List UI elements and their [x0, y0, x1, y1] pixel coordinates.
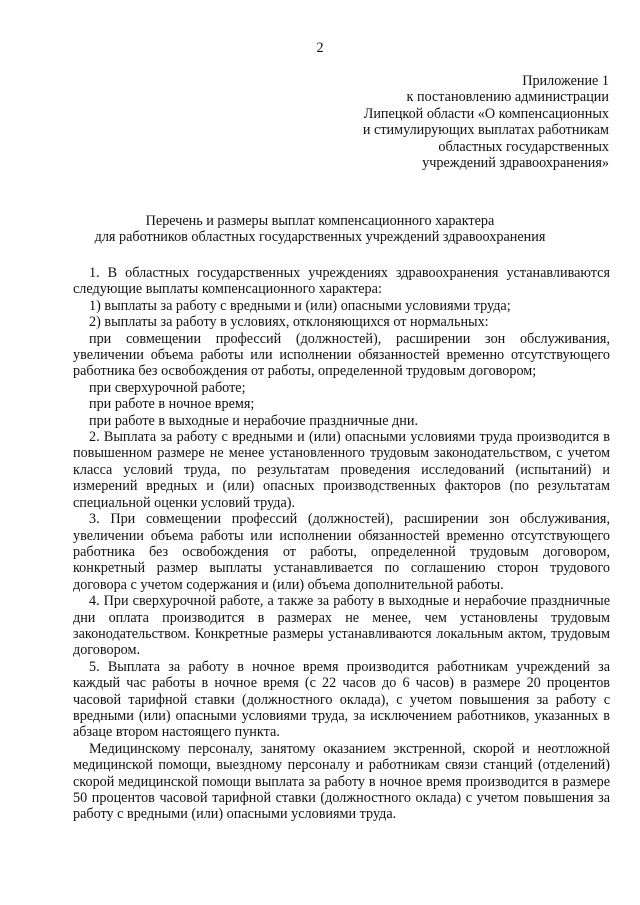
appendix-header: [300, 73, 609, 171]
paragraph: 3. При совмещении профессий (должностей), расширении зон обслуживания, увеличении объема работы или исполнении обязанностей временно отсутствующего работника без освобождения от работы, определенной трудовым договором, конкретный размер выплаты устанавливается по соглашению сторон трудового договора с учетом содержания и (или) объема дополнительной работы.: [73, 511, 610, 593]
appendix-line: Липецкой области «О компенсационных: [363, 105, 609, 122]
appendix-line: областных государственных: [438, 138, 609, 155]
paragraph: при работе в выходные и нерабочие праздничные дни.: [89, 412, 419, 429]
title-line: для работников областных государственных учреждений здравоохранения: [94, 229, 546, 246]
paragraph: 1) выплаты за работу с вредными и (или) опасными условиями труда;: [89, 297, 511, 314]
paragraph: при сверхурочной работе;: [89, 379, 246, 396]
document-title: [0, 213, 640, 246]
paragraph: Медицинскому персоналу, занятому оказанием экстренной, скорой и неотложной медицинской помощи, выездному персоналу и работникам связи станций (отделений) скорой медицинской помощи выплата за работу в ночное время производится в размере 50 процентов часовой тарифной ставки (должностного оклада) с учетом повышения за работу с вредными (или) опасными условиями труда.: [73, 740, 610, 823]
paragraph: 1. В областных государственных учреждениях здравоохранения устанавливаются следующие выплаты компенсационного характера:: [73, 265, 610, 298]
appendix-line: к постановлению администрации: [406, 89, 609, 106]
document-body: [73, 265, 610, 823]
paragraph: 4. При сверхурочной работе, а также за работу в выходные и нерабочие праздничные дни оплата производится в размерах не менее, чем установлены трудовым законодательством. Конкретные размеры устанавливаются локальным актом, трудовым договором.: [73, 593, 610, 659]
paragraph: 5. Выплата за работу в ночное время производится работникам учреждений за каждый час работы в ночное время (с 22 часов до 6 часов) в размере 20 процентов часовой тарифной ставки (должностного оклада), с учетом повышения за работу с вредными (или) опасными условиями труда, за исключением работников, указанных в абзаце втором настоящего пункта.: [73, 658, 610, 741]
paragraph: при работе в ночное время;: [89, 396, 255, 413]
paragraph: 2) выплаты за работу в условиях, отклоняющихся от нормальных:: [89, 314, 489, 331]
appendix-line: Приложение 1: [522, 73, 609, 89]
page-number: 2: [316, 40, 324, 56]
paragraph: 2. Выплата за работу с вредными и (или) опасными условиями труда производится в повышенном размере не менее установленного трудовым законодательством, с учетом класса условий труда, по результатам проведения исследований (испытаний) и измерений вредных и (или) опасных производственных факторов (по результатам специальной оценки условий труда).: [73, 429, 610, 511]
title-line: Перечень и размеры выплат компенсационного характера: [145, 213, 495, 229]
appendix-line: учреждений здравоохранения»: [422, 155, 609, 172]
appendix-line: и стимулирующих выплатах работникам: [362, 122, 609, 139]
paragraph: при совмещении профессий (должностей), расширении зон обслуживания, увеличении объема работы или исполнении обязанностей временно отсутствующего работника без освобождения от работы, определенной трудовым договором;: [73, 330, 610, 380]
